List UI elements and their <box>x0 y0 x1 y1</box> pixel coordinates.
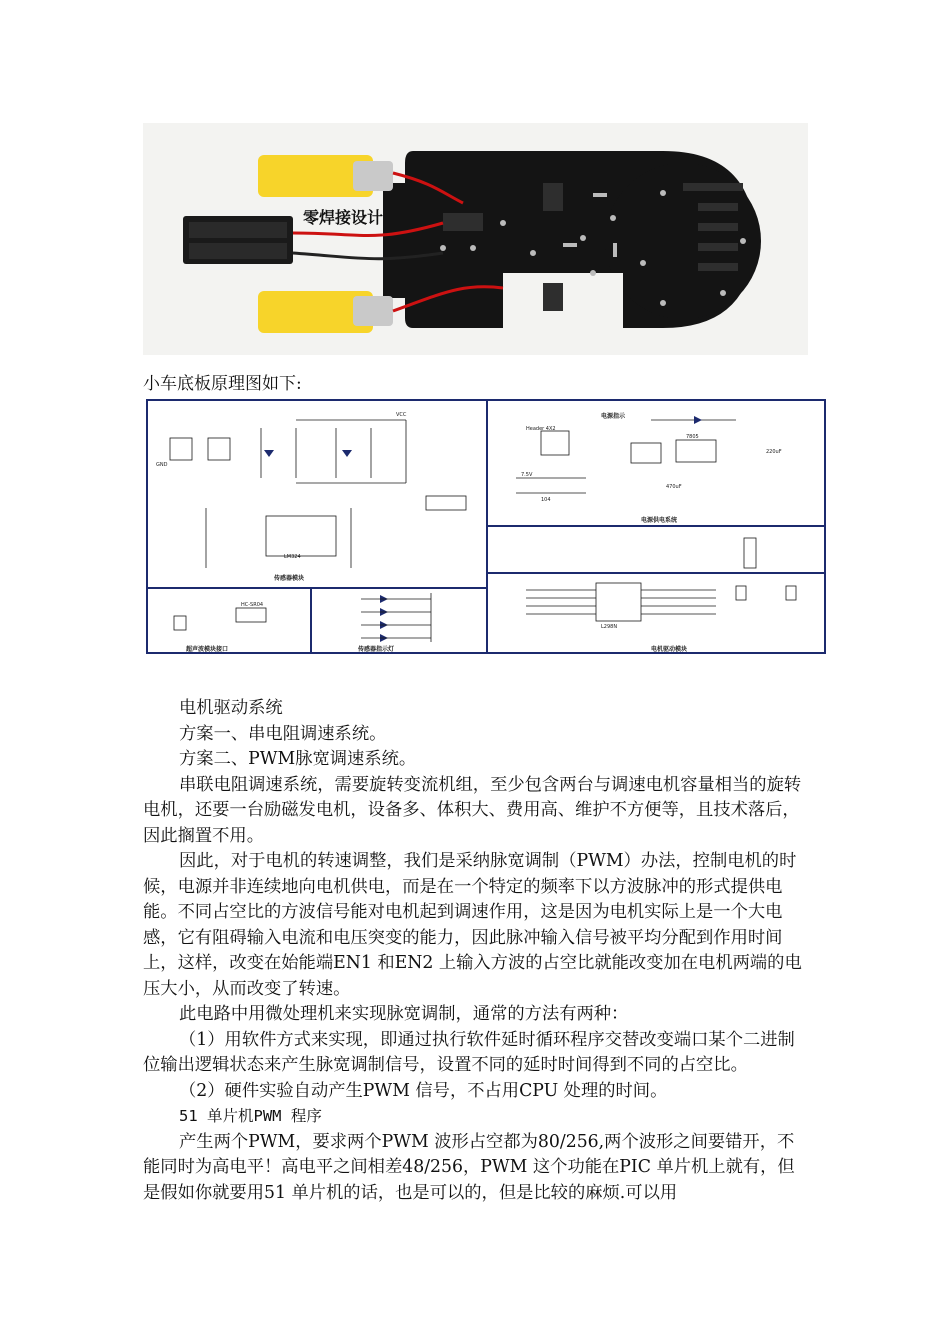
svg-text:L298N: L298N <box>601 624 618 630</box>
paragraph: 方案二、PWM脉宽调速系统。 <box>179 749 417 769</box>
section-power-indicator-title: 电源指示 <box>601 413 626 420</box>
paragraph: 串联电阻调速系统，需要旋转变流机组，至少包含两台与调速电机容量相当的旋转电机，还要一台励磁发电机，设备多、体积大、费用高、维护不方便等，且技术落后，因此搁置不用。 <box>143 774 802 846</box>
svg-text:7805: 7805 <box>686 434 699 440</box>
heading-motor-drive: 电机驱动系统 <box>179 698 283 718</box>
robot-car-photo <box>143 123 808 355</box>
schematic-diagram <box>146 398 830 656</box>
svg-text:GND: GND <box>156 462 168 468</box>
svg-text:220uF: 220uF <box>766 449 782 455</box>
paragraph: （2）硬件实验自动产生PWM 信号，不占用CPU 处理的时间。 <box>179 1080 668 1101</box>
heading-pwm-program: 51 单片机PWM 程序 <box>179 1107 322 1125</box>
photo-label: 零焊接设计 <box>303 208 384 227</box>
svg-text:7.5V: 7.5V <box>521 472 533 478</box>
svg-text:470uF: 470uF <box>666 484 682 490</box>
svg-text:HC-SR04: HC-SR04 <box>241 602 264 608</box>
paragraph: 方案一、串电阻调速系统。 <box>179 723 387 744</box>
section-sensor-led-title: 传感器指示灯 <box>358 646 395 653</box>
paragraph: （1）用软件方式来实现，即通过执行软件延时循环程序交替改变端口某个二进制位输出逻辑状态来产生脉宽调制信号，设置不同的延时时间得到不同的占空比。 <box>143 1029 795 1075</box>
paragraph: 此电路中用微处理机来实现脉宽调制，通常的方法有两种： <box>179 1004 629 1024</box>
section-motor-drive-title: 电机驱动模块 <box>651 646 688 653</box>
section-sensor-title: 传感器模块 <box>274 575 305 582</box>
paragraph: 产生两个PWM，要求两个PWM 波形占空都为80/256,两个波形之间要错开，不能同时为高电平！高电平之间相差48/256，PWM 这个功能在PIC 单片机上就有，但是假如你就要用51 单片机的话，也是可以的，但是比较的麻烦.可以用 <box>143 1131 795 1203</box>
section-ultrasonic-title: 超声波模块接口 <box>186 646 229 653</box>
svg-text:104: 104 <box>541 497 551 503</box>
figure-caption: 小车底板原理图如下: <box>143 374 302 394</box>
section-power-supply-title: 电源供电系统 <box>641 517 678 524</box>
svg-text:LM324: LM324 <box>284 554 301 560</box>
svg-text:VCC: VCC <box>396 412 407 418</box>
body-text <box>143 696 808 1206</box>
paragraph: 因此，对于电机的转速调整，我们是采纳脉宽调制（PWM）办法，控制电机的时候，电源并非连续地向电机供电，而是在一个特定的频率下以方波脉冲的形式提供电能。不同占空比的方波信号能对电机起到调速作用，这是因为电机实际上是一个大电感，它有阻碍输入电流和电压突变的能力，因此脉冲输入信号被平均分配到作用时间上，这样，改变在始能端EN1 和EN2 上输入方波的占空比就能改变加在电机两端的电压大小，从而改变了转速。 <box>143 851 802 999</box>
svg-text:Header 4X2: Header 4X2 <box>526 426 556 432</box>
